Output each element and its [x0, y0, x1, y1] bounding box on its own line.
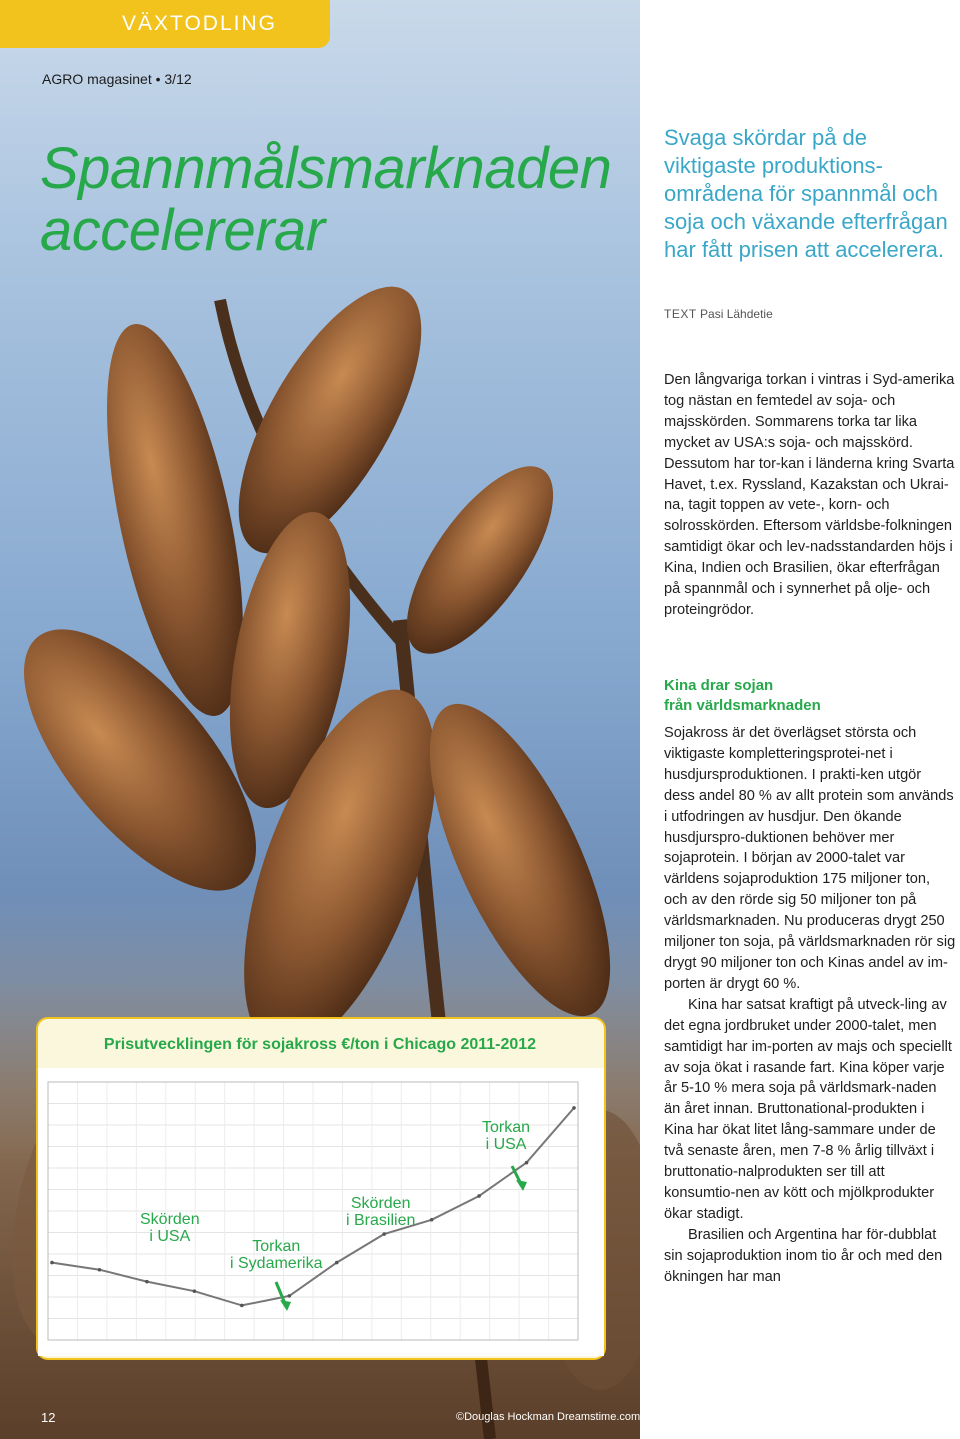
annotation-arrowhead [280, 1300, 291, 1311]
lead-paragraph: Svaga skördar på de viktigaste produktions-områdena för spannmål och soja och växande efterfrågan har fått prisen att accelerera. [664, 125, 948, 262]
annotation-line: i Sydamerika [230, 1255, 323, 1272]
price-point [145, 1280, 149, 1284]
subheading [664, 676, 954, 716]
annotation-line: Torkan [482, 1119, 531, 1136]
article-title [40, 138, 611, 262]
annotation-line: i USA [485, 1136, 527, 1153]
byline-author: Pasi Lähdetie [700, 307, 773, 321]
page-number: 12 [41, 1410, 56, 1425]
body-paragraph-2c: Brasilien och Argentina har för-dubblat sin sojaproduktion inom tio år och med den ökningen har man [664, 1226, 943, 1285]
price-point [525, 1161, 529, 1165]
price-point [335, 1261, 339, 1265]
annotation-line: i Brasilien [346, 1212, 416, 1229]
byline-label: TEXT [664, 307, 697, 321]
price-point [98, 1268, 102, 1272]
section-tab [0, 0, 330, 48]
annotation-line: Skörden [140, 1211, 200, 1228]
annotation-torkan-sydamerika [230, 1238, 322, 1272]
annotation-skorden-usa [140, 1211, 200, 1245]
byline [664, 307, 773, 321]
section-label: VÄXTODLING [122, 12, 277, 35]
price-point [572, 1106, 576, 1110]
title-line-2: accelererar [40, 198, 325, 263]
title-line-1: Spannmålsmarknaden [40, 136, 612, 201]
price-point [193, 1289, 197, 1293]
body-paragraph-2 [664, 723, 956, 1287]
body-paragraph-1: Den långvariga torkan i vintras i Syd-amerika tog nästan en femtedel av soja- och majsskörden. Sommarens torka tar lika mycket av USA:s soja- och majsskörd. Dessutom har tor-kan i länderna kring Svarta Havet, t.ex. Ryssland, Kazakstan och Ukrai-na, tagit toppen av vete-, korn- och solrosskörden. Eftersom världsbe-folkningen samtidigt ökar och lev-nadsstandarden höjs i Kina, Indien och Brasilien, ökar efterfrågan på spannmål och i synnerhet på olje- och proteingrödor. [664, 372, 955, 618]
price-point [287, 1294, 291, 1298]
photo-credit: ©Douglas Hockman Dreamstime.com [456, 1411, 641, 1423]
annotation-skorden-brasilien [346, 1195, 415, 1229]
price-point [430, 1218, 434, 1222]
price-point [477, 1194, 481, 1198]
subheading-line-2: från världsmarknaden [664, 697, 821, 714]
price-chart-svg [38, 1068, 604, 1356]
body-paragraph-2b: Kina har satsat kraftigt på utveck-ling av det egna jordbruket under 2000-talet, men samtidigt har im-porten av majs och speciellt av soja ökat i rasande fart. Kina köper varje år 5-10 % mera soja på världsmark-naden än året innan. Bruttonational-produkten i Kina har ökat litet lång-sammare under de två senaste åren, men 7-8 % årlig tillväxt i bruttonatio-nalprodukten ser till att konsumtio-nen av kött och mjölkprodukter ökar stadigt. [664, 996, 952, 1222]
magazine-issue: AGRO magasinet • 3/12 [42, 71, 192, 87]
price-point [382, 1232, 386, 1236]
price-point [240, 1304, 244, 1308]
subheading-line-1: Kina drar sojan [664, 677, 774, 694]
annotation-torkan-usa [482, 1119, 530, 1153]
annotation-line: Skörden [350, 1195, 411, 1212]
price-point [50, 1261, 54, 1265]
body-paragraph-2a: Sojakross är det överlägset största och viktigaste kompletteringsprotei-net i husdjursproduktionen. I prakti-ken utgör dess andel 80 % av allt protein som används i utfodringen av husdjur. Den ökande husdjurspro-duktionen behöver mer sojaprotein. I början av 2000-talet var världens sojaproduktion 175 miljoner ton, och av den rörde sig 50 miljoner ton på världsmarknaden. Nu produceras drygt 250 miljoner ton soja, på världsmarknaden rör sig drygt 90 miljoner ton och Kinas andel av im-porten är drygt 60 %. [664, 725, 956, 992]
price-chart [38, 1068, 604, 1356]
chart-title: Prisutvecklingen för sojakross €/ton i Chicago 2011-2012 [103, 1036, 537, 1053]
annotation-line: Torkan [252, 1238, 301, 1255]
annotation-line: i USA [149, 1228, 191, 1245]
